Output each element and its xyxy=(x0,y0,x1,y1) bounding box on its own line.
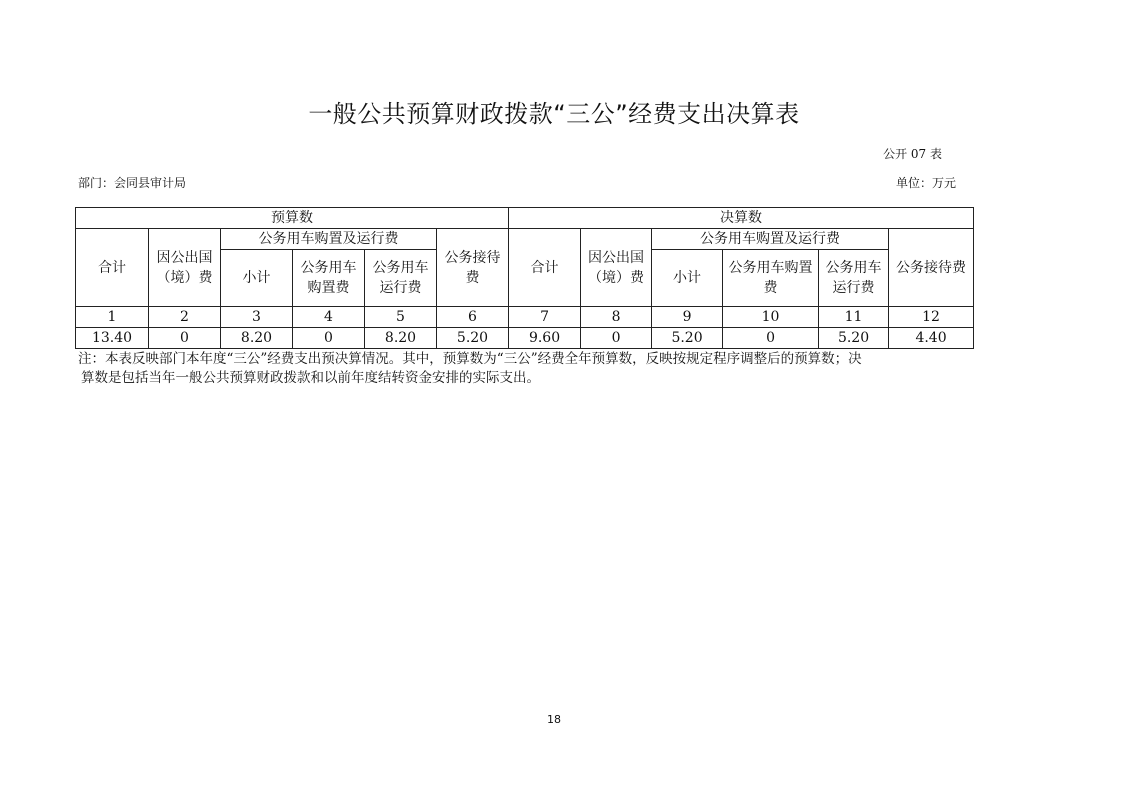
final-car-purchase-header: 公务用车购置费 xyxy=(723,250,819,307)
value-cell: 5.20 xyxy=(819,328,889,349)
page-number: 18 xyxy=(547,713,561,726)
value-row xyxy=(76,328,974,349)
budget-header: 预算数 xyxy=(76,208,509,229)
budget-total-header: 合计 xyxy=(76,229,149,307)
unit-label: 单位：万元 xyxy=(895,176,956,190)
budget-abroad-header: 因公出国（境）费 xyxy=(149,229,221,307)
index-cell: 9 xyxy=(652,307,723,328)
index-cell: 7 xyxy=(509,307,581,328)
note-line-2: 算数是包括当年一般公共预算财政拨款和以前年度结转资金安排的实际支出。 xyxy=(81,370,540,386)
value-cell: 9.60 xyxy=(509,328,581,349)
final-car-group-header: 公务用车购置及运行费 xyxy=(652,229,889,250)
budget-subtotal-header: 小计 xyxy=(221,250,293,307)
index-cell: 2 xyxy=(149,307,221,328)
value-cell: 8.20 xyxy=(365,328,437,349)
final-reception-header: 公务接待费 xyxy=(889,229,974,307)
budget-reception-header: 公务接待费 xyxy=(437,229,509,307)
final-abroad-header: 因公出国（境）费 xyxy=(581,229,652,307)
final-car-operation-header: 公务用车运行费 xyxy=(819,250,889,307)
index-cell: 8 xyxy=(581,307,652,328)
budget-car-purchase-header: 公务用车购置费 xyxy=(293,250,365,307)
value-cell: 0 xyxy=(149,328,221,349)
final-header: 决算数 xyxy=(509,208,974,229)
value-cell: 5.20 xyxy=(652,328,723,349)
value-cell: 13.40 xyxy=(76,328,149,349)
index-cell: 10 xyxy=(723,307,819,328)
value-cell: 8.20 xyxy=(221,328,293,349)
value-cell: 5.20 xyxy=(437,328,509,349)
index-cell: 4 xyxy=(293,307,365,328)
table-note xyxy=(78,350,968,388)
final-subtotal-header: 小计 xyxy=(652,250,723,307)
value-cell: 0 xyxy=(581,328,652,349)
value-cell: 0 xyxy=(293,328,365,349)
budget-car-group-header: 公务用车购置及运行费 xyxy=(221,229,437,250)
index-cell: 6 xyxy=(437,307,509,328)
department-label: 部门：会同县审计局 xyxy=(78,176,187,190)
note-line-1: 注：本表反映部门本年度“三公”经费支出预决算情况。其中，预算数为“三公”经费全年预算数，反映按规定程序调整后的预算数；决 xyxy=(78,351,862,367)
form-number: 公开 07 表 xyxy=(883,147,942,161)
index-cell: 1 xyxy=(76,307,149,328)
index-cell: 5 xyxy=(365,307,437,328)
budget-car-operation-header: 公务用车运行费 xyxy=(365,250,437,307)
final-total-header: 合计 xyxy=(509,229,581,307)
value-cell: 0 xyxy=(723,328,819,349)
three-public-expenses-table xyxy=(75,207,974,349)
value-cell: 4.40 xyxy=(889,328,974,349)
page-title: 一般公共预算财政拨款“三公”经费支出决算表 xyxy=(308,100,800,128)
index-cell: 11 xyxy=(819,307,889,328)
index-row xyxy=(76,307,974,328)
index-cell: 12 xyxy=(889,307,974,328)
index-cell: 3 xyxy=(221,307,293,328)
